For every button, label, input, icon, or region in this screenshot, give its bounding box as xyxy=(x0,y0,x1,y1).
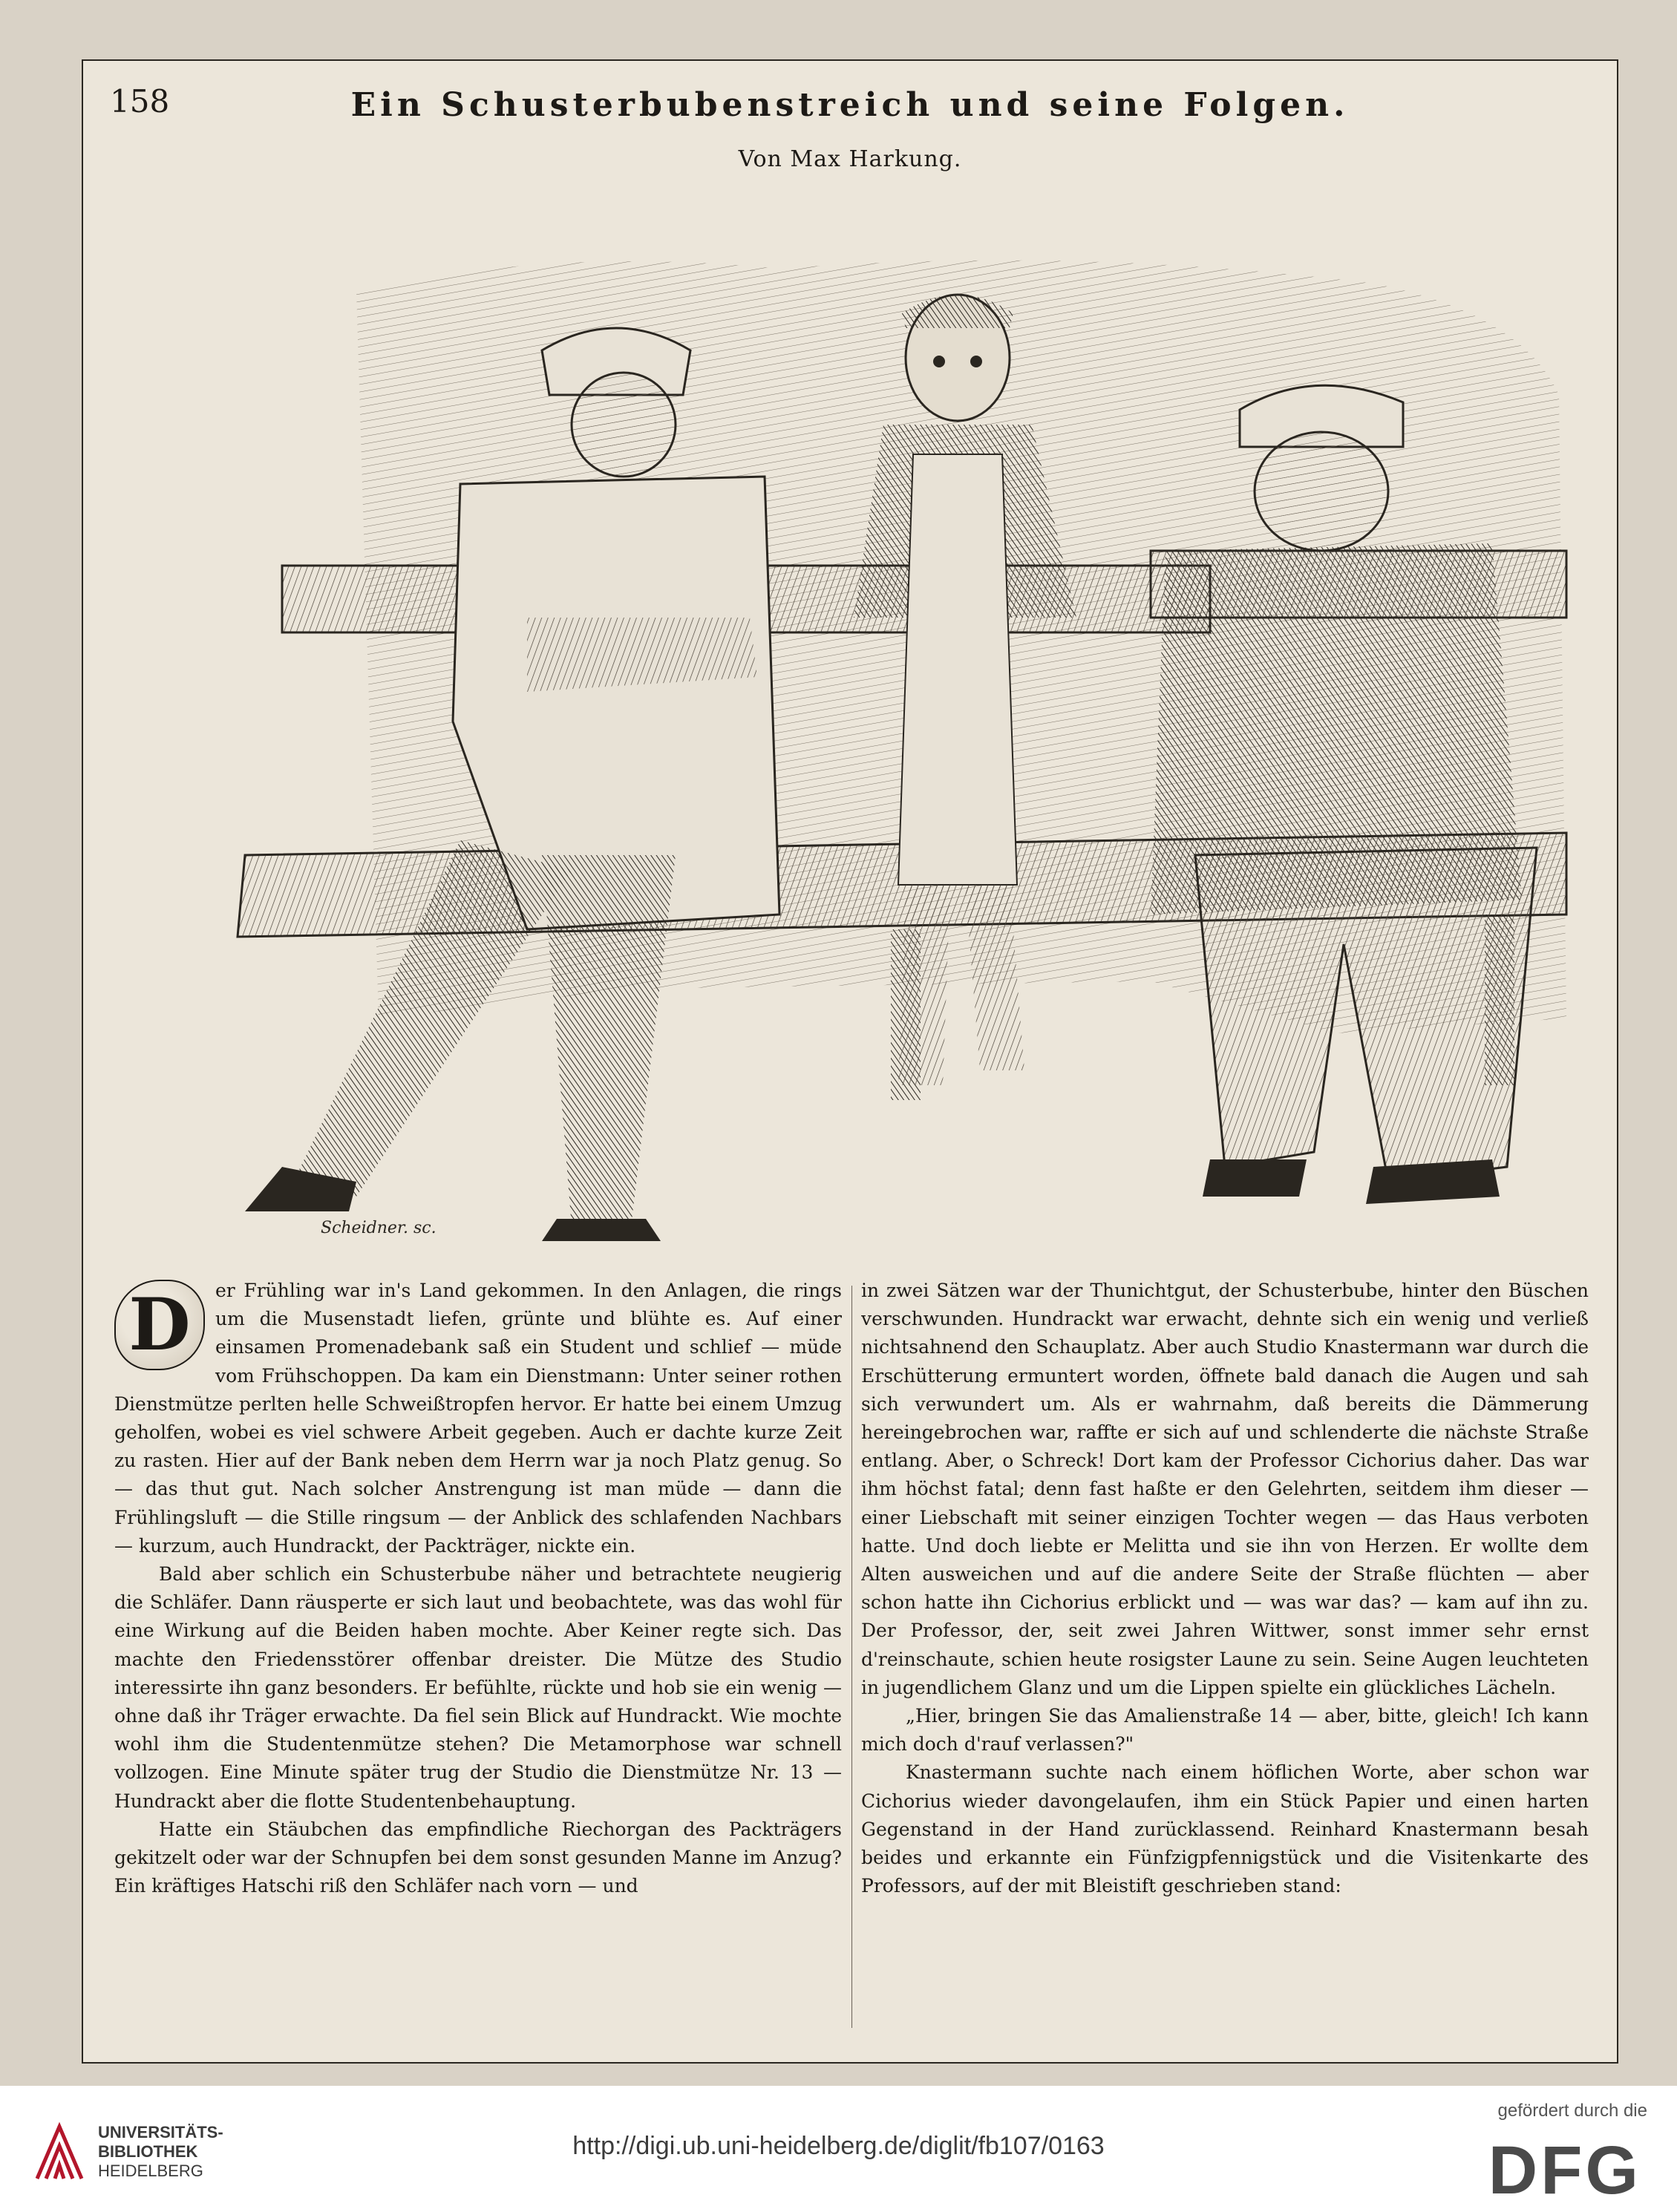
article-column-left xyxy=(114,1277,842,2034)
article-title: Ein Schusterbubenstreich und seine Folgen. xyxy=(350,86,1350,124)
dfg-logo: DFG xyxy=(1488,2133,1641,2208)
column-divider xyxy=(851,1286,852,2028)
article-column-right xyxy=(861,1277,1589,2034)
engraver-signature: Scheidner. sc. xyxy=(321,1219,437,1237)
dfg-supported-text: gefördert durch die xyxy=(1497,2101,1647,2121)
page xyxy=(82,59,1618,2064)
paragraph-3: Hatte ein Stäubchen das empfindliche Riechorgan des Packträgers gekitzelt oder war der Schnupfen bei dem sonst gesunden Manne im Anzug? Ein kräftiges Hatschi riß den Schläfer nach vorn — und xyxy=(114,1818,842,1897)
university-line-1: UNIVERSITÄTS- xyxy=(98,2123,223,2141)
footer-bar xyxy=(0,2086,1677,2212)
paragraph-1-text: er Frühling war in's Land gekommen. In den Anlagen, die rings um die Musenstadt liefen, grünte und blühte es. Auf einer einsamen Promenadebank saß ein Student und schlief — müde vom Frühschoppen. Da kam ein Dienstmann: Unter seiner rothen Dienstmütze perlten helle Schweißtropfen hervor. Er hatte bei einem Umzug geholfen, wobei es viel schwere Arbeit gegeben. Auch er dachte kurze Zeit zu rasten. Hier auf der Bank neben dem Herrn war ja noch Platz genug. So — das thut gut. Nach solcher Anstrengung ist man müde — dann die Frühlingsluft — die Stille ringsum — der Anblick des schlafenden Nachbars — kurzum, auch Hundrackt, der Packträger, nickte ein. xyxy=(114,1280,842,1557)
paragraph-2: Bald aber schlich ein Schusterbube näher und betrachtete neugierig die Schläfer. Dann räusperte er sich laut und beobachtete, was das wohl für eine Wirkung auf die Beiden haben mochte. Aber Keiner regte sich. Das machte den Friedensstörer offenbar dreister. Die Mütze des Studio interessirte ihn ganz besonders. Er befühlte, rückte und hob sie ein wenig — ohne daß ihr Träger erwachte. Da fiel sein Blick auf Hundrackt. Wie mochte wohl ihm die Studentenmütze stehen? Die Metamorphose war schnell vollzogen. Eine Minute später trug der Studio die Dienstmütze Nr. 13 — Hundrackt aber die flotte Studentenbehauptung. xyxy=(114,1563,842,1812)
paragraph-6: Knastermann suchte nach einem höflichen Worte, aber schon war Cichorius wieder davongelaufen, ihm ein Stück Papier und einen harten Gegenstand in der Hand zurücklassend. Reinhard Knastermann besah beides und erkannte ein Fünfzigpfennigstück und die Visitenkarte des Professors, auf der mit Bleistift geschrieben stand: xyxy=(861,1761,1589,1897)
university-line-2: BIBLIOTHEK xyxy=(98,2142,198,2161)
page-number: 158 xyxy=(110,83,170,120)
dropcap-initial: D xyxy=(114,1280,205,1370)
paragraph-4: in zwei Sätzen war der Thunichtgut, der Schusterbube, hinter den Büschen verschwunden. Hundrackt war erwacht, dehnte sich ein wenig und verließ nichtsahnend den Schauplatz. Aber auch Studio Knastermann war durch die Erschütterung ermuntert worden, öffnete bald danach die Augen und sah sich verwundert um. Als er wahrnahm, daß bereits die Dämmerung hereingebrochen war, raffte er sich auf und schlenderte die nächste Straße entlang. Aber, o Schreck! Dort kam der Professor Cichorius daher. Das war ihm höchst fatal; denn fast haßte er den Gelehrten, seitdem ihm dieser — einer Liebschaft mit seiner einzigen Tochter wegen — das Haus verboten hatte. Und doch liebte er Melitta und sie ihn von Herzen. Er wollte dem Alten ausweichen und auf die andere Seite der Straße flüchten — aber schon hatte ihn Cichorius erblickt und — was war das? — kam auf ihn zu. Der Professor, der, seit zwei Jahren Wittwer, sonst immer sehr ernst d'reinschaute, schien heute rosigster Laune zu sein. Seine Augen leuchteten in jugendlichem Glanz und um die Lippen spielte ein glückliches Lächeln. xyxy=(861,1280,1589,1698)
engraving-three-figures-on-bench-icon xyxy=(111,202,1590,1249)
paragraph-5: „Hier, bringen Sie das Amalienstraße 14 — aber, bitte, gleich! Ich kann mich doch d'rauf verlassen?" xyxy=(861,1705,1589,1755)
source-url-link[interactable]: http://digi.ub.uni-heidelberg.de/diglit/fb107/0163 xyxy=(572,2132,1105,2160)
paragraph-1 xyxy=(114,1277,842,1560)
article-byline: Von Max Harkung. xyxy=(738,146,962,172)
university-line-3: HEIDELBERG xyxy=(98,2162,203,2180)
